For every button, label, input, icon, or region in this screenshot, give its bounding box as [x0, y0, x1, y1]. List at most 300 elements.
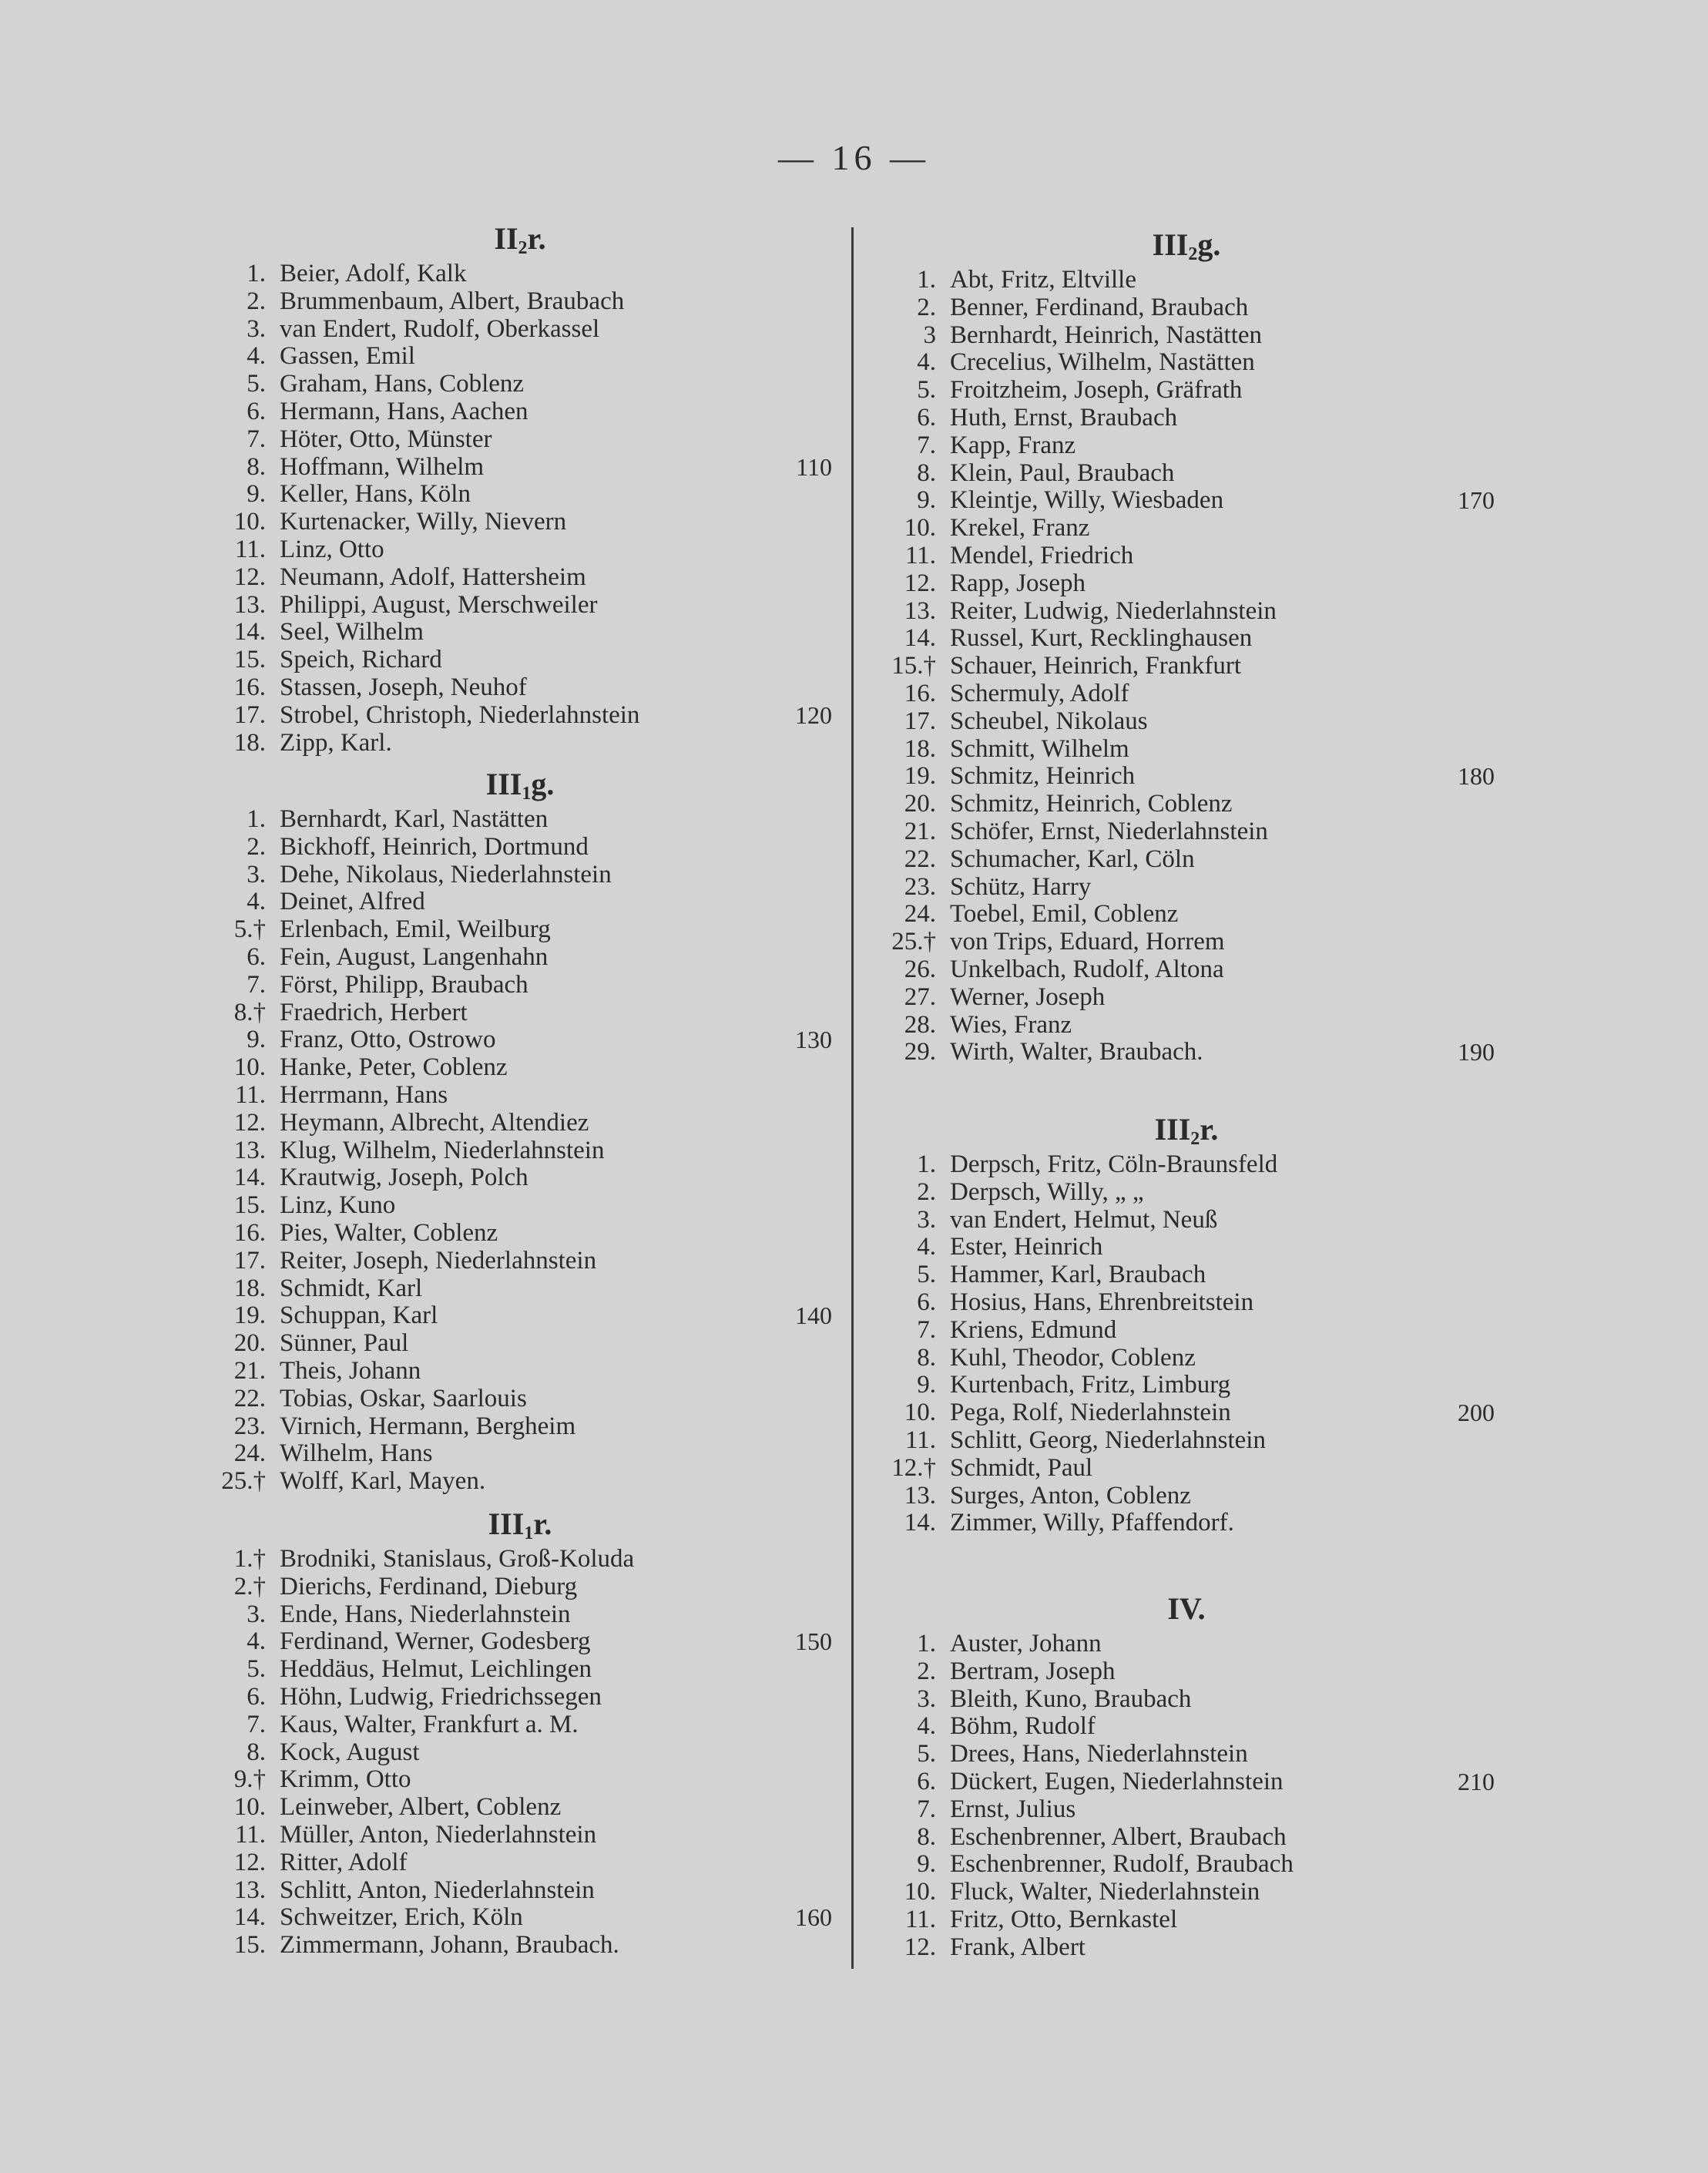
entry-num: 1.: [917, 1630, 936, 1657]
entry-tally: [763, 1573, 832, 1601]
section-title: [208, 217, 832, 260]
entry-name: Wirth, Walter, Braubach.: [950, 1038, 1203, 1066]
entry-tally: 110: [796, 452, 832, 481]
entry-tally: [1425, 1372, 1495, 1399]
entry-num: 10.: [233, 1053, 266, 1082]
list-item: [208, 1137, 832, 1165]
entry-num: 12.: [233, 1108, 266, 1137]
list-item: [208, 1302, 832, 1330]
entry-num: 13.: [904, 1481, 936, 1510]
entry-num: 21.: [233, 1356, 266, 1385]
list-item: [208, 916, 832, 944]
class-section: [878, 1587, 1495, 1962]
entry-num: 4.: [247, 342, 266, 371]
list-item: [208, 888, 832, 916]
list-item: [878, 763, 1495, 791]
entry-name: van Endert, Helmut, Neuß: [950, 1205, 1218, 1234]
entry-name: Schlitt, Georg, Niederlahnstein: [950, 1426, 1266, 1454]
entry-tally: [763, 806, 832, 834]
entry-tally: [763, 944, 832, 972]
entry-num: 8.†: [233, 998, 266, 1026]
list-item: [878, 1372, 1495, 1399]
entry-tally: [763, 1849, 832, 1877]
entry-name: Kurtenbach, Fritz, Limburg: [950, 1371, 1231, 1399]
entry-name: Eschenbrenner, Rudolf, Braubach: [950, 1850, 1294, 1879]
entry-num: 14.: [904, 624, 936, 653]
entry-num: 2.: [247, 832, 266, 861]
entry-name: Fraedrich, Herbert: [280, 998, 468, 1026]
entry-num: 1.: [917, 1150, 936, 1178]
entry-tally: [1425, 1151, 1495, 1179]
entry-num: 3.: [917, 1684, 936, 1713]
entry-name: Sünner, Paul: [280, 1329, 409, 1358]
list-item: [208, 1794, 832, 1822]
entry-tally: [763, 343, 832, 371]
list-item: [878, 1151, 1495, 1179]
entry-num: 11.: [904, 1426, 936, 1454]
list-item: [208, 564, 832, 592]
entry-name: Schauer, Heinrich, Frankfurt: [950, 652, 1242, 680]
entry-name: Ende, Hans, Niederlahnstein: [280, 1600, 571, 1628]
entry-tally: [1425, 1317, 1495, 1345]
entry-tally: [763, 1656, 832, 1684]
entry-num: 5.: [247, 1655, 266, 1684]
entry-name: Schmitz, Heinrich, Coblenz: [950, 790, 1233, 818]
entry-tally: [763, 260, 832, 288]
entry-num: 9.†: [233, 1765, 266, 1794]
entry-num: 7.: [917, 1795, 936, 1823]
list-item: [878, 294, 1495, 322]
entry-num: 9.: [917, 1371, 936, 1399]
entry-tally: [1425, 625, 1495, 653]
entry-name: Brummenbaum, Albert, Braubach: [280, 287, 625, 315]
entry-tally: [1425, 1345, 1495, 1372]
entry-num: 6.: [917, 1288, 936, 1316]
entry-tally: 180: [1458, 762, 1495, 791]
entry-name: Fritz, Otto, Bernkastel: [950, 1905, 1178, 1933]
list-item: [878, 1796, 1495, 1824]
list-item: [208, 1573, 832, 1601]
entry-name: Hanke, Peter, Coblenz: [280, 1053, 508, 1082]
entry-name: Brodniki, Stanislaus, Groß-Koluda: [280, 1545, 635, 1573]
entry-num: 22.: [904, 845, 936, 873]
section-title-sub: 1: [522, 784, 532, 804]
entry-num: 18.: [233, 728, 266, 757]
entry-name: Seel, Wilhelm: [280, 618, 424, 647]
entry-tally: [763, 426, 832, 454]
section-title: [878, 1108, 1495, 1151]
entry-num: 15.: [233, 646, 266, 674]
entry-name: Franz, Otto, Ostrowo: [280, 1026, 496, 1054]
entry-tally: [1425, 1234, 1495, 1261]
entry-name: Dückert, Eugen, Niederlahnstein: [950, 1767, 1284, 1795]
entry-num: 9.: [247, 1026, 266, 1054]
entry-name: Drees, Hans, Niederlahnstein: [950, 1740, 1248, 1768]
list-item: [208, 1054, 832, 1082]
list-item: [878, 874, 1495, 902]
entry-tally: [763, 592, 832, 620]
entry-num: 15.†: [891, 652, 936, 680]
list-item: [878, 736, 1495, 764]
list-item: [208, 1440, 832, 1468]
entry-tally: [1425, 680, 1495, 708]
list-item: [208, 647, 832, 674]
entry-name: Dierichs, Ferdinand, Dieburg: [280, 1572, 578, 1600]
entry-tally: [1425, 460, 1495, 488]
entry-name: Zipp, Karl.: [280, 728, 392, 757]
entry-tally: [1425, 1012, 1495, 1039]
entry-tally: [763, 674, 832, 702]
list-item: [878, 708, 1495, 736]
entry-name: Schmitt, Wilhelm: [950, 734, 1129, 763]
list-item: [208, 1546, 832, 1573]
section-title-suffix: g.: [531, 767, 555, 801]
entry-tally: [763, 1385, 832, 1413]
entry-num: 4.: [917, 348, 936, 377]
entry-num: 23.: [233, 1412, 266, 1440]
entry-tally: [1425, 542, 1495, 570]
list-item: [878, 625, 1495, 653]
entry-tally: [763, 1192, 832, 1220]
entry-num: 10.: [904, 514, 936, 542]
entry-tally: [763, 861, 832, 889]
list-item: [878, 267, 1495, 294]
entry-tally: [1425, 267, 1495, 294]
entry-tally: [1425, 377, 1495, 405]
entry-num: 19.: [904, 762, 936, 791]
entry-name: Hermann, Hans, Aachen: [280, 397, 529, 425]
entry-name: Deinet, Alfred: [280, 888, 425, 916]
entry-name: Schlitt, Anton, Niederlahnstein: [280, 1876, 595, 1904]
entry-name: Höhn, Ludwig, Friedrichssegen: [280, 1682, 602, 1711]
entry-num: 7.: [247, 425, 266, 453]
entry-tally: [1425, 1179, 1495, 1207]
entry-name: Rapp, Joseph: [950, 569, 1086, 597]
list-item: [208, 1358, 832, 1385]
entry-num: 6.: [917, 403, 936, 432]
entry-tally: [1425, 294, 1495, 322]
list-item: [878, 322, 1495, 350]
list-item: [878, 1427, 1495, 1455]
entry-tally: 150: [795, 1627, 832, 1656]
entry-tally: [763, 1413, 832, 1441]
list-item: [878, 1686, 1495, 1714]
section-title: [878, 1587, 1495, 1631]
class-section: [208, 763, 832, 1496]
entry-tally: [763, 1082, 832, 1110]
entry-name: Bickhoff, Heinrich, Dortmund: [280, 832, 589, 861]
entry-num: 19.: [233, 1301, 266, 1330]
entry-name: Erlenbach, Emil, Weilburg: [280, 915, 551, 944]
list-item: [208, 426, 832, 454]
entry-tally: [1425, 708, 1495, 736]
entry-name: Schumacher, Karl, Cöln: [950, 845, 1195, 873]
entry-name: Fluck, Walter, Niederlahnstein: [950, 1878, 1260, 1906]
list-item: [878, 1207, 1495, 1234]
entry-tally: [1425, 1906, 1495, 1934]
entry-name: Hammer, Karl, Braubach: [950, 1261, 1206, 1289]
list-item: [878, 405, 1495, 432]
entry-name: Frank, Albert: [950, 1933, 1086, 1961]
entry-num: 24.: [233, 1439, 266, 1468]
list-item: [878, 1345, 1495, 1372]
section-title-sub: 1: [524, 1523, 534, 1543]
list-item: [878, 1399, 1495, 1427]
list-item: [208, 1711, 832, 1739]
entry-name: Klug, Wilhelm, Niederlahnstein: [280, 1136, 605, 1164]
entry-tally: [1425, 1631, 1495, 1658]
list-item: [208, 1766, 832, 1794]
entry-name: Heddäus, Helmut, Leichlingen: [280, 1655, 592, 1684]
entry-num: 2.: [917, 293, 936, 321]
entry-num: 29.: [904, 1038, 936, 1066]
entry-tally: [763, 619, 832, 647]
entry-num: 3.: [247, 1600, 266, 1628]
entry-tally: [1425, 653, 1495, 680]
entry-name: Virnich, Hermann, Bergheim: [280, 1412, 576, 1440]
entry-name: Speich, Richard: [280, 646, 442, 674]
list-item: [878, 984, 1495, 1012]
entry-name: Unkelbach, Rudolf, Altona: [950, 955, 1224, 983]
entry-name: Ernst, Julius: [950, 1795, 1076, 1823]
list-item: [878, 818, 1495, 846]
list-item: [208, 1192, 832, 1220]
list-item: [208, 260, 832, 288]
entry-tally: [1425, 1686, 1495, 1714]
entry-tally: [763, 1711, 832, 1739]
section-title-main: III: [1152, 227, 1189, 262]
entry-tally: [763, 1054, 832, 1082]
list-item: [878, 570, 1495, 598]
entry-name: Beier, Adolf, Kalk: [280, 260, 467, 287]
list-item: [208, 972, 832, 999]
entry-num: 6.: [917, 1767, 936, 1795]
entry-name: Kriens, Edmund: [950, 1315, 1117, 1344]
entry-tally: [1425, 818, 1495, 846]
entry-num: 2.: [917, 1177, 936, 1206]
list-item: [208, 1877, 832, 1905]
entry-tally: [763, 1794, 832, 1822]
section-title-suffix: r.: [533, 1506, 552, 1541]
entry-name: Fein, August, Langenhahn: [280, 942, 549, 971]
list-item: [878, 929, 1495, 956]
entry-name: Mendel, Friedrich: [950, 541, 1134, 569]
list-item: [208, 730, 832, 757]
list-item: [208, 999, 832, 1027]
entry-tally: 160: [795, 1903, 832, 1932]
entry-name: Auster, Johann: [950, 1630, 1102, 1657]
list-item: [208, 1468, 832, 1496]
section-title-main: III: [1154, 1112, 1191, 1147]
list-item: [208, 1248, 832, 1275]
entry-name: Böhm, Rudolf: [950, 1712, 1096, 1741]
entry-name: Strobel, Christoph, Niederlahnstein: [280, 700, 640, 729]
entry-num: 3.: [917, 1205, 936, 1234]
list-item: [878, 1631, 1495, 1658]
entry-tally: [763, 1739, 832, 1767]
list-item: [878, 1483, 1495, 1510]
entry-name: Leinweber, Albert, Coblenz: [280, 1793, 562, 1822]
entry-name: Keller, Hans, Köln: [280, 480, 471, 509]
entry-tally: [1425, 1879, 1495, 1906]
list-item: [208, 674, 832, 702]
entry-num: 4.: [917, 1233, 936, 1261]
entry-name: Ester, Heinrich: [950, 1233, 1103, 1261]
section-title-main: IV.: [1167, 1591, 1206, 1626]
entry-num: 4.: [247, 1627, 266, 1656]
list-item: [208, 536, 832, 564]
list-item: [878, 1289, 1495, 1317]
entry-tally: [1425, 432, 1495, 460]
section-title-sub: 2: [1190, 1129, 1200, 1149]
entry-num: 7.: [247, 1710, 266, 1738]
list-item: [878, 1906, 1495, 1934]
list-item: [208, 1601, 832, 1629]
entry-name: Bernhardt, Heinrich, Nastätten: [950, 321, 1263, 349]
entry-num: 3: [923, 321, 936, 349]
entry-name: Kaus, Walter, Frankfurt a. M.: [280, 1710, 579, 1738]
list-item: [878, 377, 1495, 405]
list-item: [878, 791, 1495, 818]
entry-name: Reiter, Joseph, Niederlahnstein: [280, 1246, 597, 1275]
list-item: [878, 1012, 1495, 1039]
entry-tally: [763, 972, 832, 999]
entry-num: 11.: [904, 1905, 936, 1933]
entry-num: 7.: [917, 431, 936, 459]
entry-name: Hosius, Hans, Ehrenbreitstein: [950, 1288, 1254, 1316]
entry-num: 9.: [247, 480, 266, 509]
entry-num: 12.: [904, 569, 936, 597]
list-item: [878, 680, 1495, 708]
section-title-main: III: [488, 1506, 525, 1541]
entry-num: 20.: [233, 1329, 266, 1358]
list-item: [208, 509, 832, 536]
entry-tally: [1425, 349, 1495, 377]
entry-tally: 140: [795, 1301, 832, 1330]
entry-tally: [763, 398, 832, 426]
entry-tally: [1425, 1934, 1495, 1962]
entry-name: Bernhardt, Karl, Nastätten: [280, 805, 549, 833]
list-item: [208, 861, 832, 889]
entry-name: Krimm, Otto: [280, 1765, 411, 1794]
entry-tally: [1425, 405, 1495, 432]
entry-num: 12.: [904, 1933, 936, 1961]
entry-num: 22.: [233, 1384, 266, 1412]
section-title-main: II: [494, 221, 518, 256]
entry-tally: [763, 1766, 832, 1794]
list-item: [878, 460, 1495, 488]
list-item: [208, 1849, 832, 1877]
entry-num: 11.: [904, 541, 936, 569]
entry-tally: 200: [1458, 1399, 1495, 1427]
entry-num: 16.: [233, 673, 266, 701]
list-item: [208, 1385, 832, 1413]
entry-tally: [1425, 1713, 1495, 1741]
entry-num: 12.†: [891, 1453, 936, 1482]
entry-num: 14.: [233, 618, 266, 647]
entry-name: Tobias, Oskar, Saarlouis: [280, 1384, 527, 1412]
entry-num: 8.: [917, 1822, 936, 1851]
list-item: [878, 487, 1495, 515]
entry-num: 26.: [904, 955, 936, 983]
entry-tally: [1425, 846, 1495, 874]
list-item: [208, 1932, 832, 1960]
list-item: [878, 653, 1495, 680]
entry-num: 15.: [233, 1191, 266, 1220]
entry-tally: [763, 288, 832, 316]
entry-num: 24.: [904, 900, 936, 929]
entry-tally: [763, 371, 832, 398]
list-item: [208, 592, 832, 620]
entry-tally: [763, 888, 832, 916]
entry-name: Scheubel, Nikolaus: [950, 707, 1148, 735]
entry-num: 10.: [233, 508, 266, 536]
entry-name: Zimmermann, Johann, Braubach.: [280, 1931, 619, 1960]
entry-name: Russel, Kurt, Recklinghausen: [950, 624, 1253, 653]
entry-tally: [1425, 874, 1495, 902]
entry-tally: [763, 1220, 832, 1248]
list-item: [878, 542, 1495, 570]
list-item: [208, 1026, 832, 1054]
entry-num: 9.: [917, 1850, 936, 1879]
entry-tally: [763, 509, 832, 536]
entry-name: Schöfer, Ernst, Niederlahnstein: [950, 817, 1268, 845]
entry-tally: [1425, 1289, 1495, 1317]
entry-tally: [763, 1330, 832, 1358]
entry-tally: [763, 1932, 832, 1960]
list-item: [878, 1455, 1495, 1483]
entry-name: Linz, Kuno: [280, 1191, 396, 1220]
section-title-sub: 2: [1188, 244, 1198, 264]
entry-tally: [1425, 1483, 1495, 1510]
entry-tally: [1425, 1207, 1495, 1234]
entry-num: 7.: [917, 1315, 936, 1344]
entry-tally: [1425, 322, 1495, 350]
list-item: [208, 288, 832, 316]
section-title-main: III: [485, 767, 522, 801]
entry-name: Surges, Anton, Coblenz: [950, 1481, 1191, 1510]
entry-name: Bertram, Joseph: [950, 1657, 1116, 1685]
entry-name: Wies, Franz: [950, 1010, 1072, 1039]
entry-name: Crecelius, Wilhelm, Nastätten: [950, 348, 1255, 377]
list-item: [208, 454, 832, 482]
entry-num: 12.: [233, 1848, 266, 1876]
list-item: [878, 1317, 1495, 1345]
entry-name: Derpsch, Willy, „ „: [950, 1177, 1144, 1206]
entry-tally: [763, 1110, 832, 1137]
section-title: [878, 223, 1495, 267]
entry-num: 5.†: [233, 915, 266, 944]
entry-num: 16.: [233, 1218, 266, 1247]
entry-num: 13.: [233, 1876, 266, 1904]
entry-num: 25.†: [891, 928, 936, 956]
entry-name: Müller, Anton, Niederlahnstein: [280, 1820, 597, 1849]
class-section: [878, 223, 1495, 1066]
entry-num: 21.: [904, 817, 936, 845]
entry-num: 8.: [247, 1738, 266, 1766]
entry-name: Ritter, Adolf: [280, 1848, 408, 1876]
entry-tally: 170: [1458, 486, 1495, 515]
entry-tally: [1425, 1427, 1495, 1455]
list-item: [208, 806, 832, 834]
entry-tally: [1425, 570, 1495, 598]
entry-num: 10.: [233, 1793, 266, 1822]
entry-num: 10.: [904, 1399, 936, 1427]
list-item: [208, 343, 832, 371]
entry-num: 17.: [233, 1246, 266, 1275]
entry-tally: [1425, 598, 1495, 626]
entry-name: Zimmer, Willy, Pfaffendorf.: [950, 1509, 1234, 1537]
